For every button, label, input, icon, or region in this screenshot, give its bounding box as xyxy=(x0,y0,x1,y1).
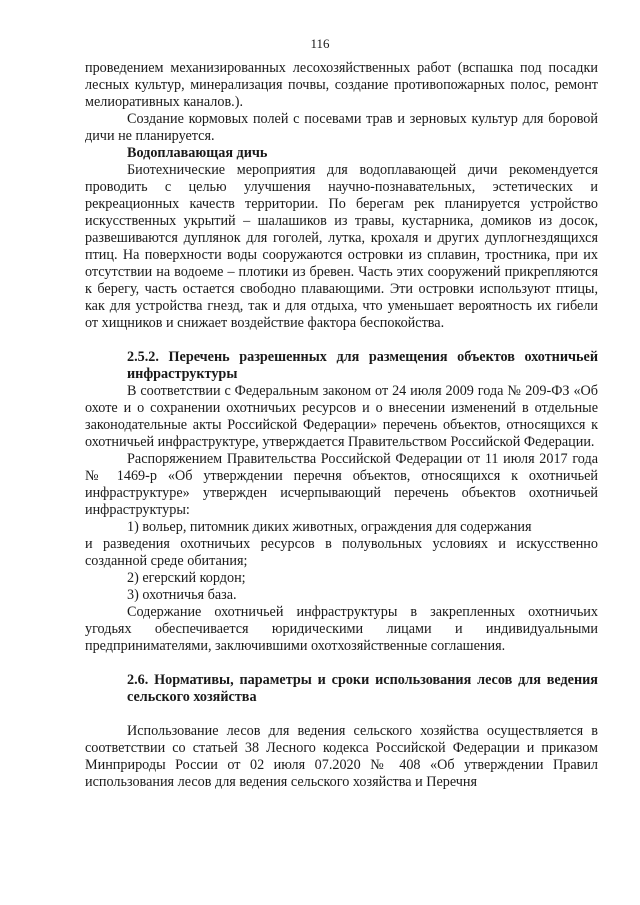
paragraph-agriculture: Использование лесов для ведения сельского хозяйства осуществляется в соответствии со статьей 38 Лесного кодекса Российской Федерации и приказом Минприроды России от 02 июля 07.2020 № 408 «Об утверждении Правил использования лесов для ведения сельского хозяйства и Перечня xyxy=(85,723,598,790)
list-item-3: 3) охотничья база. xyxy=(127,587,237,603)
section-heading-2-5-2: 2.5.2. Перечень разрешенных для размещения объектов охотничьей инфраструктуры xyxy=(127,349,598,382)
subheading-waterfowl: Водоплавающая дичь xyxy=(127,145,268,161)
list-item-1: 1) вольер, питомник диких животных, ограждения для содержания xyxy=(127,519,532,535)
paragraph-1: проведением механизированных лесохозяйственных работ (вспашка под посадки лесных культур, минерализация почвы, создание противопожарных полос, ремонт мелиоративных каналов.). xyxy=(85,60,598,110)
paragraph-federal-law: В соответствии с Федеральным законом от 24 июля 2009 года № 209-ФЗ «Об охоте и о сохранении охотничьих ресурсов и о внесении изменений в отдельные законодательные акты Российской Федерации» перечень объектов, относящихся к охотничьей инфраструктуре, утверждается Правительством Российской Федерации. xyxy=(85,383,598,450)
list-item-2: 2) егерский кордон; xyxy=(127,570,246,586)
list-item-1-continuation: и разведения охотничьих ресурсов в полувольных условиях и искусственно созданной среде обитания; xyxy=(85,536,598,569)
spacer xyxy=(85,332,598,349)
section-heading-2-6: 2.6. Нормативы, параметры и сроки использования лесов для ведения сельского хозяйства xyxy=(127,672,598,705)
page-content xyxy=(85,60,598,791)
paragraph-waterfowl: Биотехнические мероприятия для водоплавающей дичи рекомендуется проводить с целью улучшения научно-познавательных, эстетических и рекреационных качеств территории. По берегам рек планируется устройство искусственных укрытий – шалашиков из травы, кустарника, домиков из досок, развешиваются дуплянок для гоголей, лутка, крохаля и других дуплогнездящихся птиц. На поверхности воды сооружаются островки из сплавин, тростника, при их отсутствии на водоеме – плотики из бревен. Часть этих сооружений прикрепляются к берегу, часть остается свободно плавающими. Эти островки используют птицы, как для устройства гнезд, так и для отдыха, что уменьшает вероятность их гибели от хищников и снижает воздействие фактора беспокойства. xyxy=(85,162,598,331)
paragraph-infrastructure-maintenance: Содержание охотничьей инфраструктуры в закрепленных охотничьих угодьях обеспечивается юридическими лицами и индивидуальными предпринимателями, заключившими охотхозяйственные соглашения. xyxy=(85,604,598,654)
paragraph-feed-fields: Создание кормовых полей с посевами трав и зерновых культур для боровой дичи не планируется. xyxy=(85,111,598,144)
paragraph-government-order: Распоряжением Правительства Российской Федерации от 11 июля 2017 года № 1469-р «Об утверждении перечня объектов, относящихся к охотничьей инфраструктуре» утвержден исчерпывающий перечень объектов охотничьей инфраструктуры: xyxy=(85,451,598,518)
spacer xyxy=(85,655,598,672)
page-number: 116 xyxy=(310,36,330,51)
spacer xyxy=(85,706,598,723)
